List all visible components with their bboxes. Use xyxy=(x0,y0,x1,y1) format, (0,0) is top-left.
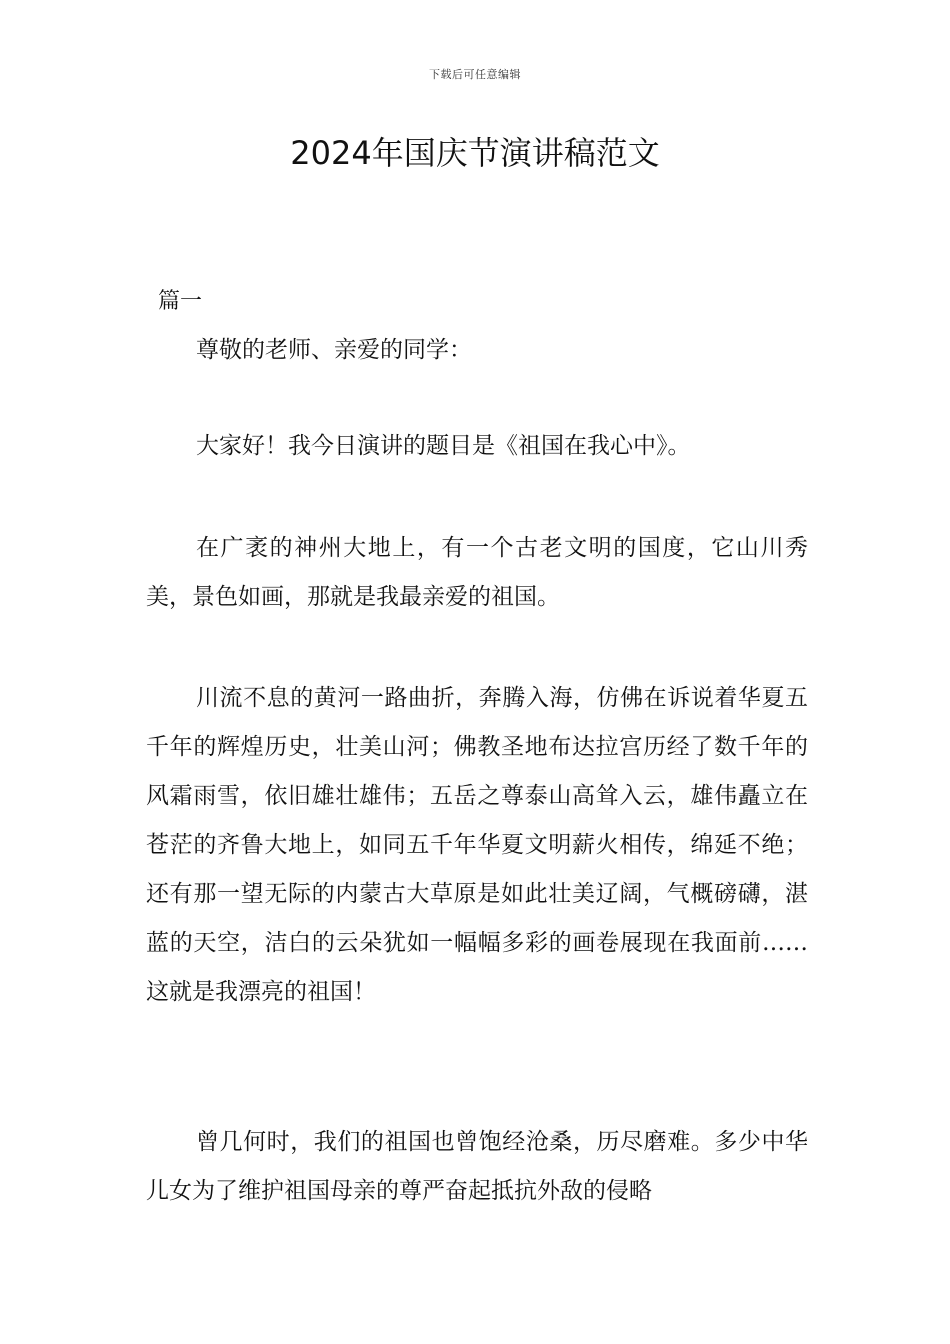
intro-paragraph: 大家好！我今日演讲的题目是《祖国在我心中》。 xyxy=(196,433,691,459)
body-paragraph-1: 在广袤的神州大地上，有一个古老文明的国度，它山川秀美，景色如画，那就是我最亲爱的祖国。 xyxy=(146,535,808,610)
section-label: 篇一 xyxy=(158,289,203,314)
body-paragraph-2: 川流不息的黄河一路曲折，奔腾入海，仿佛在诉说着华夏五千年的辉煌历史，壮美山河；佛教圣地布达拉宫历经了数千年的风霜雨雪，依旧雄壮雄伟；五岳之尊泰山高耸入云，雄伟矗立在苍茫的齐鲁大地上，如同五千年华夏文明薪火相传，绵延不绝；还有那一望无际的内蒙古大草原是如此壮美辽阔，气概磅礴，湛蓝的天空，洁白的云朵犹如一幅幅多彩的画卷展现在我面前……这就是我漂亮的祖国！ xyxy=(146,685,808,1005)
header-note: 下载后可任意编辑 xyxy=(429,68,521,81)
body-paragraph-3: 曾几何时，我们的祖国也曾饱经沧桑，历尽磨难。多少中华儿女为了维护祖国母亲的尊严奋起抵抗外敌的侵略 xyxy=(146,1129,808,1204)
greeting-paragraph: 尊敬的老师、亲爱的同学： xyxy=(196,337,472,363)
page-title: 2024年国庆节演讲稿范文 xyxy=(290,134,660,172)
